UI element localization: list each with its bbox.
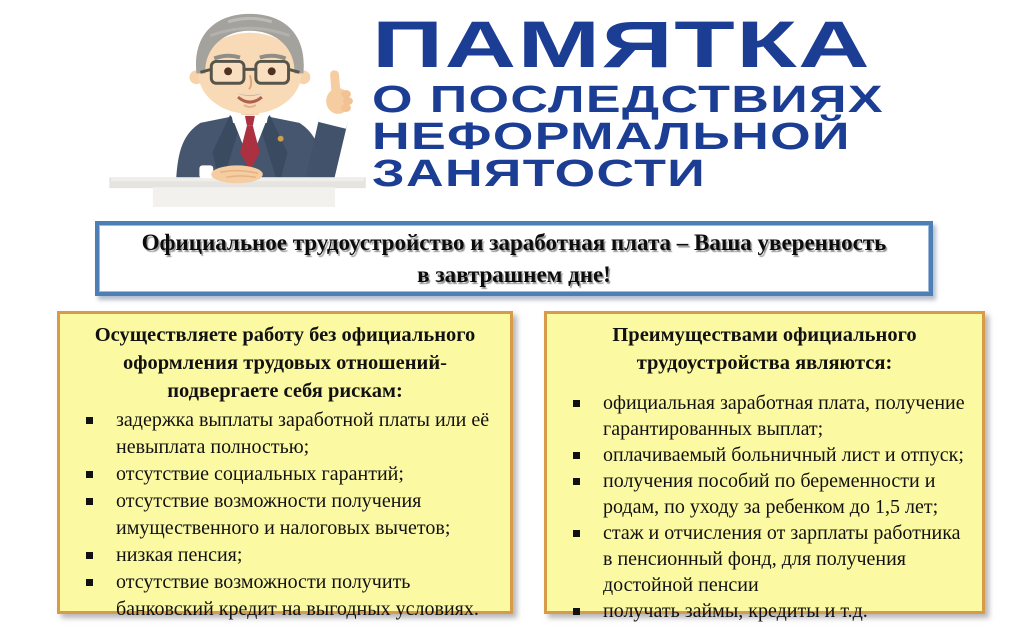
list-item-text: низкая пенсия; <box>116 544 243 566</box>
list-item-text: официальная заработная плата, получение гарантированных выплат; <box>603 392 965 440</box>
list-item-text: задержка выплаты заработной платы или её невыплата полностью; <box>116 409 490 458</box>
businessman-pointing-icon <box>100 2 380 210</box>
list-item-text: получать займы, кредиты и т.д. <box>603 600 868 622</box>
risks-panel <box>57 311 513 620</box>
risks-list <box>72 407 498 623</box>
title-line-4: ЗАНЯТОСТИ <box>372 153 707 195</box>
list-item <box>72 542 498 569</box>
businessman-illustration <box>100 2 380 210</box>
benefits-panel-heading: Преимуществами официального трудоустройства являются: <box>612 324 917 374</box>
list-item-text: отсутствие возможности получить банковский кредит на выгодных условиях. <box>116 571 479 620</box>
list-item <box>559 442 970 468</box>
list-item-text: стаж и отчисления от зарплаты работника в пенсионный фонд, для получения достойной пенсии <box>603 522 961 596</box>
list-item <box>72 569 498 623</box>
list-item-text: отсутствие возможности получения имущественного и налоговых вычетов; <box>116 490 451 539</box>
slogan-line-2: в завтрашнем дне! <box>417 261 611 287</box>
title-line-3: НЕФОРМАЛЬНОЙ <box>372 116 851 158</box>
list-item-text: оплачиваемый больничный лист и отпуск; <box>603 444 964 466</box>
list-item <box>72 407 498 461</box>
list-item <box>559 598 970 624</box>
poster-title <box>372 7 1012 195</box>
title-line-1: ПАМЯТКА <box>372 7 872 81</box>
list-item-text: отсутствие социальных гарантий; <box>116 463 404 485</box>
title-line-2: О ПОСЛЕДСТВИЯХ <box>372 79 884 121</box>
benefits-panel <box>544 311 985 622</box>
list-item-text: получения пособий по беременности и родам, по уходу за ребенком до 1,5 лет; <box>603 470 939 518</box>
benefits-list <box>559 390 970 624</box>
slogan-line-1: Официальное трудоустройство и заработная плата – Ваша уверенность <box>141 229 887 255</box>
slogan-banner <box>95 221 933 296</box>
list-item <box>559 520 970 598</box>
risks-panel-heading: Осуществляете работу без официального оформления трудовых отношений- подвергаете себя рискам: <box>94 324 476 402</box>
list-item <box>559 390 970 442</box>
list-item <box>72 461 498 488</box>
list-item <box>72 488 498 542</box>
list-item <box>559 468 970 520</box>
